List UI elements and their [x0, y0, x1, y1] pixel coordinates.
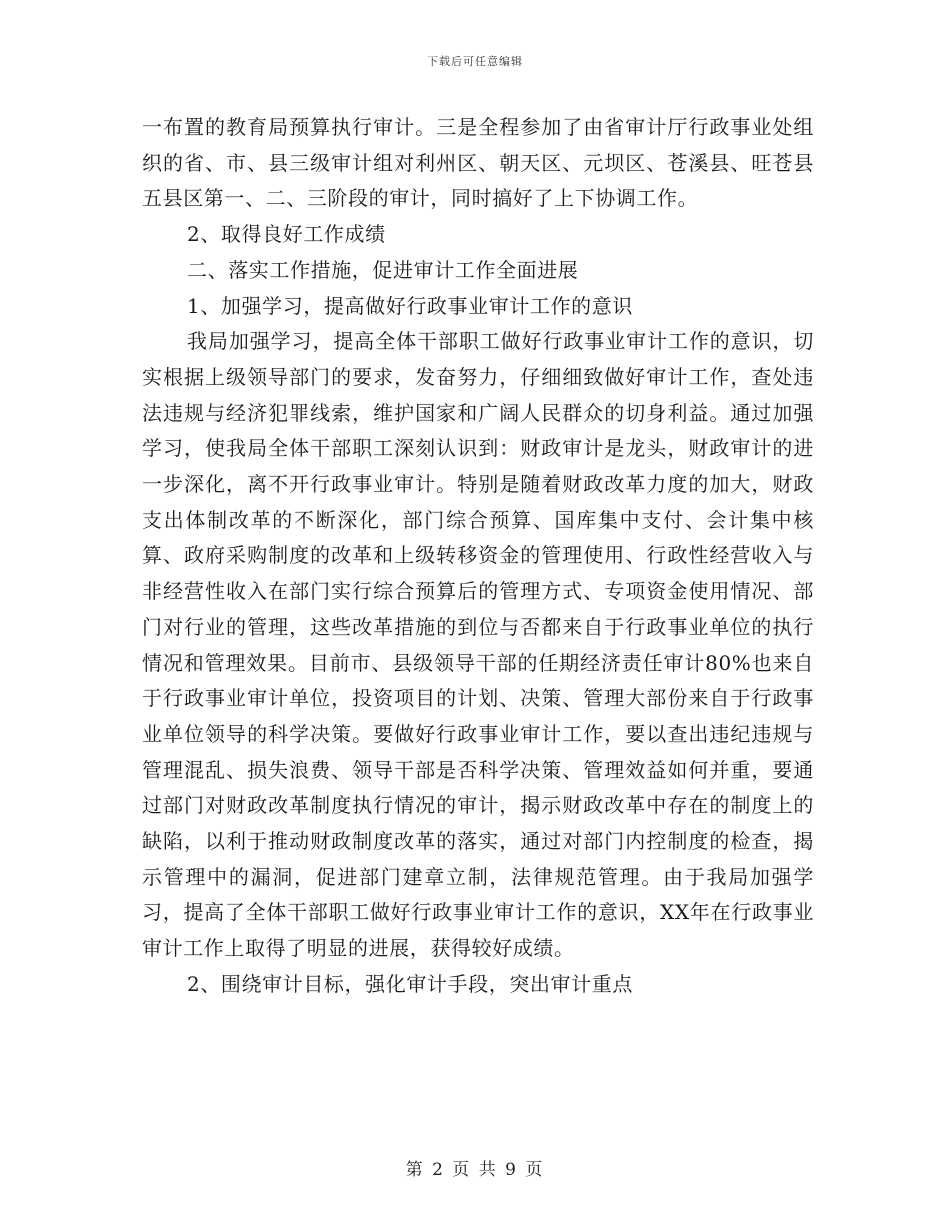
paragraph: 一布置的教育局预算执行审计。三是全程参加了由省审计厅行政事业处组织的省、市、县三级审计组对利州区、朝天区、元坝区、苍溪县、旺苍县五县区第一、二、三阶段的审计，同时搞好了上下协调工作。: [142, 115, 814, 211]
paragraph: 我局加强学习，提高全体干部职工做好行政事业审计工作的意识，切实根据上级领导部门的要求，发奋努力，仔细细致做好审计工作，查处违法违规与经济犯罪线索，维护国家和广阔人民群众的切身利益。通过加强学习，使我局全体干部职工深刻认识到：财政审计是龙头，财政审计的进一步深化，离不开行政事业审计。特别是随着财政改革力度的加大，财政支出体制改革的不断深化，部门综合预算、国库集中支付、会计集中核算、政府采购制度的改革和上级转移资金的管理使用、行政性经营收入与非经营性收入在部门实行综合预算后的管理方式、专项资金使用情况、部门对行业的管理，这些改革措施的到位与否都来自于行政事业单位的执行情况和管理效果。目前市、县级领导干部的任期经济责任审计80%也来自于行政事业审计单位，投资项目的计划、决策、管理大部份来自于行政事业单位领导的科学决策。要做好行政事业审计工作，要以查出违纪违规与管理混乱、损失浪费、领导干部是否科学决策、管理效益如何并重，要通过部门对财政改革制度执行情况的审计，揭示财政改革中存在的制度上的缺陷，以利于推动财政制度改革的落实，通过对部门内控制度的检查，揭示管理中的漏洞，促进部门建章立制，法律规范管理。由于我局加强学习，提高了全体干部职工做好行政事业审计工作的意识，XX年在行政事业审计工作上取得了明显的进展，获得较好成绩。: [142, 329, 814, 961]
paragraph: 2、取得良好工作成绩: [187, 222, 386, 247]
page-number: 第 2 页 共 9 页: [405, 1160, 545, 1180]
section-heading: 二、落实工作措施，促进审计工作全面进展: [187, 257, 579, 282]
subsection-heading: 2、围绕审计目标，强化审计手段，突出审计重点: [187, 971, 633, 996]
document-body: [142, 110, 814, 1003]
subsection-heading: 1、加强学习，提高做好行政事业审计工作的意识: [187, 293, 633, 318]
page-header-note: 下载后可任意编辑: [427, 55, 523, 68]
